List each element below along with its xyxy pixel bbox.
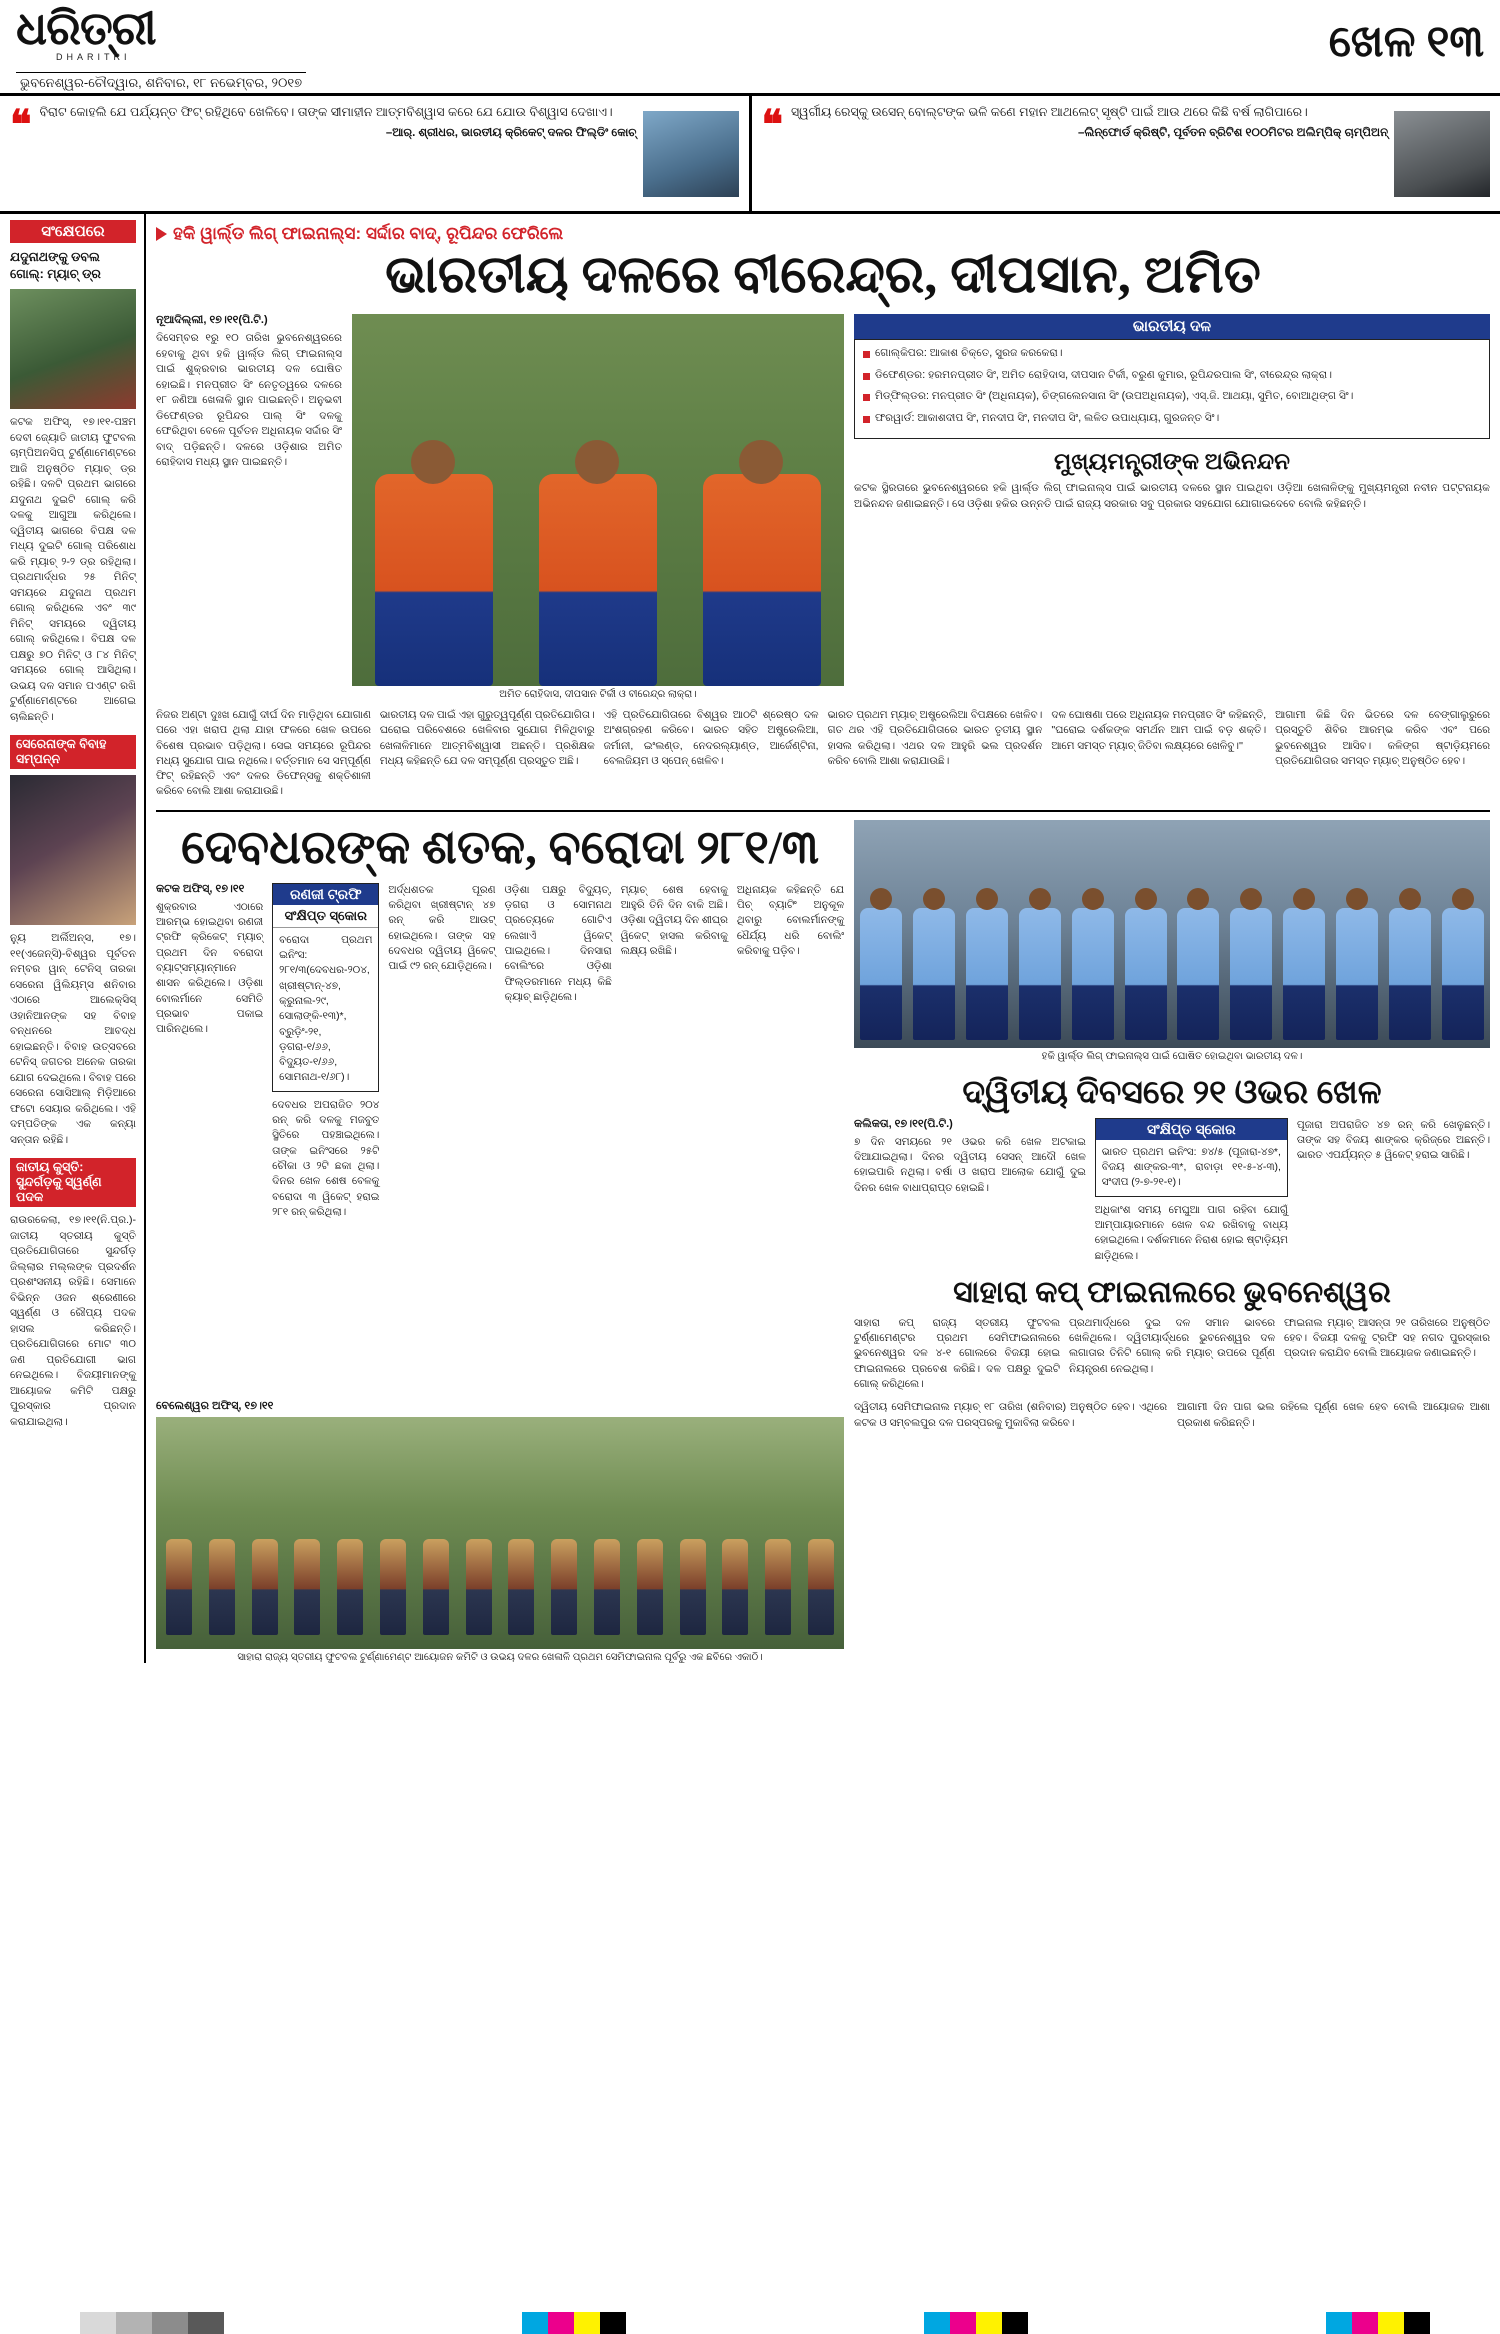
story-column: ଦଳ ଘୋଷଣା ପରେ ଅଧିନାୟକ ମନପ୍ରୀତ ସିଂ କହିଛନ୍ତି, ''ଘରୋଇ ଦର୍ଶକଙ୍କ ସମର୍ଥନ ଆମ ପାଇଁ ବଡ଼ ଶକ୍ତି। ଆମେ ସମସ୍ତ ମ୍ୟାଚ୍ ଜିତିବା ଲକ୍ଷ୍ୟରେ ଖେଳିବୁ।'' [1051,710,1267,752]
story-column: ଭାରତ ପ୍ରଥମ ମ୍ୟାଚ୍ ଅଷ୍ଟ୍ରେଲିଆ ବିପକ୍ଷରେ ଖେଳିବ। ଗତ ଥର ଏହି ପ୍ରତିଯୋଗିତାରେ ଭାରତ ତୃତୀୟ ସ୍ଥାନ ହାସଲ କରିଥିଲା। ଏଥର ଦଳ ଆହୁରି ଭଲ ପ୍ରଦର୍ଶନ କରିବ ବୋଲି ଆଶା କରାଯାଉଛି। [827,710,1043,767]
story-test-headline: ଦ୍ୱିତୀୟ ଦିବସରେ ୨୧ ଓଭର ଖେଳ [962,1074,1382,1111]
dateline: ଭୁବନେଶ୍ୱର-ଚୌଦ୍ୱାର, ଶନିବାର, ୧୮ ନଭେମ୍ବର, ୨୦୧୭ [16,72,306,94]
story-column: ପ୍ରଥମାର୍ଦ୍ଧରେ ଦୁଇ ଦଳ ସମାନ ଭାବରେ ଖେଳିଥିଲେ। ଦ୍ୱିତୀୟାର୍ଦ୍ଧରେ ଭୁବନେଶ୍ୱର ଦଳ ଲଗାତାର ତିନିଟି ଗୋଲ୍ କରି ମ୍ୟାଚ୍ ଉପରେ ପୂର୍ଣ୍ଣ ନିୟନ୍ତ୍ରଣ ନେଇଥିଲା। [1069,1317,1275,1375]
quote-strip [0,96,1500,214]
story-column: ଫାଇନାଲ ମ୍ୟାଚ୍ ଆସନ୍ତା ୨୧ ତାରିଖରେ ଅନୁଷ୍ଠିତ ହେବ। ବିଜୟୀ ଦଳକୁ ଟ୍ରଫି ସହ ନଗଦ ପୁରସ୍କାର ପ୍ରଦାନ କରାଯିବ ବୋଲି ଆୟୋଜକ ଜଣାଇଛନ୍ତି। [1284,1317,1490,1360]
story-column: ଅର୍ଦ୍ଧଶତକ ପୂରଣ କରିଥିବା ଖ୍ରୀଷ୍ଟାନ୍ ୪୭ ରନ୍ କରି ଆଉଟ୍ ହୋଇଥିଲେ। ତାଙ୍କ ସହ ଦେବଧର ଦ୍ୱିତୀୟ ୱିକେଟ୍ ପାଇଁ ୯୨ ରନ୍ ଯୋଡ଼ିଥିଲେ। [388,884,496,973]
squad-box [854,339,1490,439]
scorebox-title: ସଂକ୍ଷିପ୍ତ ସ୍କୋର [1096,1119,1287,1140]
sidebar-item-title[interactable]: ଜାତୀୟ କୁସ୍ତି: ସୁନ୍ଦର୍ଗଡ଼କୁ ସ୍ୱର୍ଣ୍ଣ ପଦକ [10,1158,136,1207]
story-column: ଆଗାମୀ କିଛି ଦିନ ଭିତରେ ଦଳ ବେଙ୍ଗାଲୁରୁରେ ପ୍ରସ୍ତୁତି ଶିବିର ଆରମ୍ଭ କରିବ ଏବଂ ପରେ ଭୁବନେଶ୍ୱର ଆସିବ। କଳିଙ୍ଗ ଷ୍ଟାଡ଼ିୟମରେ ପ୍ରତିଯୋଗିତାର ସମସ୍ତ ମ୍ୟାଚ୍ ଅନୁଷ୍ଠିତ ହେବ। [1275,710,1490,767]
page-title: ଭାରତୀୟ ଦଳରେ ବୀରେନ୍ଦ୍ର, ଦୀପସାନ, ଅମିତ [385,247,1261,304]
football-photo-caption: ସାହାରା ରାଜ୍ୟ ସ୍ତରୀୟ ଫୁଟବଲ ଟୁର୍ଣ୍ଣାମେଣ୍ଟ ଆୟୋଜନ କମିଟି ଓ ଉଭୟ ଦଳର ଖେଳାଳି ପ୍ରଥମ ସେମିଫାଇନାଲ ପୂର୍ବରୁ ଏକ ଛବିରେ ଏକାଠି। [237,1652,763,1664]
squad-line [863,411,1481,427]
sidebar [0,214,146,1663]
story-column: ଦ୍ୱିତୀୟ ସେମିଫାଇନାଲ ମ୍ୟାଚ୍ ୧୮ ତାରିଖ (ଶନିବାର) ଅନୁଷ୍ଠିତ ହେବ। ଏଥିରେ କଟକ ଓ ସମ୍ବଲପୁର ଦଳ ପରସ୍ପରକୁ ମୁକାବିଲା କରିବେ। [854,1402,1167,1429]
sidebar-item-title[interactable]: ସେରେନାଙ୍କ ବିବାହ ସମ୍ପନ୍ନ [10,735,136,769]
square-bullet-icon [863,351,870,358]
story-column: ଓଡ଼ିଶା ପକ୍ଷରୁ ବିଦ୍ୟୁତ୍, ଡ଼ଗରା ଓ ସୋମନାଥ ପ୍ରତ୍ୟେକେ ଗୋଟିଏ ଲେଖାଏଁ ୱିକେଟ୍ ପାଇଥିଲେ। ଦିନସାରା ବୋଲିଂରେ ଓଡ଼ିଶା ଫିଲ୍ଡରମାନେ ମଧ୍ୟ କିଛି କ୍ୟାଚ୍ ଛାଡ଼ିଥିଲେ। [504,884,612,1003]
squad-line-text: ମିଡ୍‌ଫିଲ୍ଡର: ମନପ୍ରୀତ ସିଂ (ଅଧିନାୟକ), ଚିଙ୍ଗଲେନସାନା ସିଂ (ଉପଅଧିନାୟକ), ଏସ୍.ଜି. ଆଥୟା, ସୁମିତ, ବୋଆଥିଙ୍ଗ ସିଂ। [875,390,1354,402]
cm-subhead: ମୁଖ୍ୟମନ୍ତ୍ରୀଙ୍କ ଅଭିନନ୍ଦନ [1054,449,1290,474]
story-sahara-columns [854,1316,1490,1392]
squad-line-text: ଡିଫେଣ୍ଡର: ହରମନପ୍ରୀତ ସିଂ, ଅମିତ ରୋହିଦାସ, ଦୀପସାନ ଟିର୍କୀ, ବରୁଣ କୁମାର, ରୂପିନ୍ଦରପାଲ ସିଂ, ବୀରେନ୍ଦ୍ର ଲାକ୍ରା। [875,368,1332,381]
squad-line-text: ଗୋଲ୍‌କିପର: ଆକାଶ ଚିକ୍‌ତେ, ସୁରଜ କରକେରା। [875,347,1063,359]
test-scorebox [1095,1118,1288,1197]
scorebox-title: ରଣଜୀ ଟ୍ରଫି [273,884,378,905]
lead-column [156,314,342,700]
byline: ବେଲେଶ୍ୱର ଅଫିସ୍, ୧୭।୧୧ [156,1400,274,1413]
squad-header: ଭାରତୀୟ ଦଳ [854,314,1490,339]
story-column: ଦେବଧର ଅପରାଜିତ ୨୦୪ ରନ୍ କରି ଦଳକୁ ମଜବୁତ ସ୍ଥିତିରେ ପହଞ୍ଚାଇଥିଲେ। ତାଙ୍କ ଇନିଂସରେ ୨୫ଟି ଚୌକା ଓ ୨ଟି ଛକା ଥିଲା। ଦିନର ଖେଳ ଶେଷ ବେଳକୁ ବରୋଦା ୩ ୱିକେଟ୍ ହରାଇ ୨୮୧ ରନ୍ କରିଥିଲା। [272,1099,380,1218]
story-baroda-headline: ଦେବଧରଙ୍କ ଶତକ, ବରୋଦା ୨୮୧/୩ [181,821,819,874]
quote-2-attribution: –ଲିନ୍ଫୋର୍ଡ କ୍ରିଷ୍ଟି, ପୂର୍ବତନ ବ୍ରିଟିଶ ୧୦୦ମିଟର ଅଲିମ୍ପିକ୍ ଚାମ୍ପିଅନ୍ [1077,127,1388,139]
quote-1-portrait [643,104,739,203]
quote-2-text: ସ୍ୱର୍ଗୀୟ ରେସ୍କୁ ଉସେନ୍ ବୋଲ୍ଟଙ୍କ ଭଳି କଣେ ମହାନ ଆଥଲେଟ୍ ସୃଷ୍ଟି ପାଇଁ ଆଉ ଥରେ କିଛି ବର୍ଷ ଲାଗିପାରେ। [791,105,1308,119]
sidebar-photo-1 [10,289,136,409]
divider [156,810,1490,812]
triangle-bullet-icon [156,227,167,241]
squad-rail [854,314,1490,700]
sidebar-item-title[interactable]: ଯଦୁନାଥଙ୍କୁ ଡବଲ ଗୋଲ୍: ମ୍ୟାଚ୍ ଡ୍ର [10,250,101,281]
section-title: ଖେଳ ୧୩ [1328,17,1484,66]
masthead [0,0,1500,96]
logo-text: ଧରିତ୍ରୀ [16,3,156,54]
quote-1-text: ବିରାଟ କୋହଲି ଯେ ପର୍ଯ୍ୟନ୍ତ ଫିଟ୍ ରହିଥିବେ ଖେଳିବେ। ତାଙ୍କ ସୀମାହୀନ ଆତ୍ମବିଶ୍ୱାସ କରେ ଯେ ଯୋଉ ବିଶ୍ୱାସ ଦେଖାଏ। [39,105,613,119]
quote-2 [752,96,1500,211]
story-test-columns [854,1118,1490,1264]
color-registration-bar [0,2312,1500,2334]
story-column: ଅଧିକାଂଶ ସମୟ ମେଘୁଆ ପାଗ ରହିବା ଯୋଗୁଁ ଆମ୍ପାୟାରମାନେ ଖେଳ ବନ୍ଦ ରଖିବାକୁ ବାଧ୍ୟ ହୋଇଥିଲେ। ଦର୍ଶକମାନେ ନିରାଶ ହୋଇ ଷ୍ଟାଡ଼ିୟମ ଛାଡ଼ିଥିଲେ। [1094,1204,1288,1262]
logo-block [16,3,306,94]
logo-subtitle: DHARITRI [56,52,131,62]
story-column: ଭାରତୀୟ ଦଳ ପାଇଁ ଏହା ଗୁରୁତ୍ୱପୂର୍ଣ୍ଣ ପ୍ରତିଯୋଗିତା। ଘରୋଇ ପରିବେଶରେ ଖେଳିବାର ସୁଯୋଗ ମିଳିଥିବାରୁ ଖେଳାଳିମାନେ ଆତ୍ମବିଶ୍ୱାସୀ ଅଛନ୍ତି। ପ୍ରଶିକ୍ଷକ ମଧ୍ୟ କହିଛନ୍ତି ଯେ ଦଳ ସମ୍ପୂର୍ଣ୍ଣ ପ୍ରସ୍ତୁତ ଅଛି। [379,710,595,767]
main-column [146,214,1500,1663]
square-bullet-icon [863,416,870,423]
lead-text: ଦିସେମ୍ବର ୧ରୁ ୧୦ ତାରିଖ ଭୁବନେଶ୍ୱରରେ ହେବାକୁ ଥିବା ହକି ୱାର୍ଲ୍ଡ ଲିଗ୍ ଫାଇନାଲ୍ସ ପାଇଁ ଶୁକ୍ରବାର ଭାରତୀୟ ଦଳ ଘୋଷିତ ହୋଇଛି। ମନପ୍ରୀତ ସିଂ ନେତୃତ୍ୱରେ ଦଳରେ ୧୮ ଜଣିଆ ଖେଳାଳି ସ୍ଥାନ ପାଇଛନ୍ତି। ଅନୁଭବୀ ଡିଫେଣ୍ଡର ରୂପିନ୍ଦର ପାଲ୍ ସିଂ ଦଳକୁ ଫେରିଥିବା ବେଳେ ପୂର୍ବତନ ଅଧିନାୟକ ସର୍ଦ୍ଦାର ସିଂ ବାଦ୍ ପଡ଼ିଛନ୍ତି। ଦଳରେ ଓଡ଼ିଶାର ଅମିତ ରୋହିଦାସ ମଧ୍ୟ ସ୍ଥାନ ପାଇଛନ୍ତି। [156,332,342,468]
byline: କଲିକତା, ୧୭।୧୧(ପି.ଟି.) [854,1117,953,1130]
sidebar-header: ସଂକ୍ଷେପରେ [10,220,136,243]
scorebox-body: ବରୋଦା ପ୍ରଥମ ଇନିଂସ: ୨୮୧/୩(ଦେବଧର-୨୦୪, ଖ୍ରୀଷ୍ଟାନ୍-୪୭, କ୍ରୁନାଲ-୨୯, ସୋଲାଙ୍କି-୧୩)*, ବ୍ରୁଡ଼ିଂ-୨୧, ଡ଼ଗରା-୧/୬୬, ବିଦ୍ୟୁତ-୧/୬୬, ସୋମନାଥ-୧/୬୮)। [279,934,373,1084]
ranji-scorebox [272,883,379,1092]
scorebox-body: ଭାରତ ପ୍ରଥମ ଇନିଂସ: ୭୪/୫ (ପୂଜାରା-୪୭*, ବିଜୟ ଶାଙ୍କର-୩*, ରାବାଡ଼ା ୧୧-୫-୪-୩), ସଂଦୀପ (୨-୭-୨୧-୧)। [1101,1146,1281,1189]
team-photo-block [854,820,1490,1393]
story-baroda-columns [156,883,844,1220]
bottom-row [156,1400,1490,1663]
secondary-stories [156,820,1490,1393]
squad-line [863,346,1481,362]
quote-2-portrait [1394,104,1490,203]
story-column: ଶୁକ୍ରବାର ଏଠାରେ ଆରମ୍ଭ ହୋଇଥିବା ରଣଜୀ ଟ୍ରଫି କ୍ରିକେଟ୍ ମ୍ୟାଚ୍ ପ୍ରଥମ ଦିନ ବରୋଦା ବ୍ୟାଟ୍ସମ୍ୟାନ୍ମାନେ ଶାସନ କରିଥିଲେ। ଓଡ଼ିଶା ବୋଲର୍ମାନେ ସେମିତି ପ୍ରଭାବ ପକାଇ ପାରିନଥିଲେ। [156,901,264,1036]
byline: କଟକ ଅଫିସ୍, ୧୭।୧୧ [156,882,245,895]
story-column: ଅଧିନାୟକ କହିଛନ୍ତି ଯେ ପିଚ୍ ବ୍ୟାଟିଂ ଅନୁକୂଳ ଥିବାରୁ ବୋଲର୍ମାନଙ୍କୁ ଧୈର୍ଯ୍ୟ ଧରି ବୋଲିଂ କରିବାକୁ ପଡ଼ିବ। [736,884,845,957]
square-bullet-icon [863,373,870,380]
quote-1-attribution: –ଆର୍. ଶ୍ରୀଧର, ଭାରତୀୟ କ୍ରିକେଟ୍ ଦଳର ଫିଲ୍ଡିଂ କୋଚ୍ [385,127,637,139]
kicker-text: ହକି ୱାର୍ଲ୍ଡ ଲିଗ୍ ଫାଇନାଲ୍ସ: ସର୍ଦ୍ଦାର ବାଦ୍, ରୂପିନ୍ଦର ଫେରିଲେ [173,224,564,243]
story-baroda [156,820,844,1393]
sidebar-item-text: କଟକ ଅଫିସ୍, ୧୭।୧୧-ପଞ୍ଚମ ଦେବୀ ଜ୍ୟୋତି ଜାତୀୟ ଫୁଟବଲ ଚାମ୍ପିଅନସିପ୍ ଟୁର୍ଣ୍ଣାମେଣ୍ଟରେ ଆଜି ଅନୁଷ୍ଠିତ ମ୍ୟାଚ୍ ଡ୍ର ରହିଛି। ଦଳଟି ପ୍ରଥମ ଭାଗରେ ଯଦୁନାଥ ଦୁଇଟି ଗୋଲ୍ କରି ଦଳକୁ ଆଗୁଆ କରିଥିଲେ। ଦ୍ୱିତୀୟ ଭାଗରେ ବିପକ୍ଷ ଦଳ ମଧ୍ୟ ଦୁଇଟି ଗୋଲ୍ ପରିଶୋଧ କରି ମ୍ୟାଚ୍ ୨-୨ ଡ୍ର ରହିଥିଲା। ପ୍ରଥମାର୍ଦ୍ଧର ୨୫ ମିନିଟ୍ ସମୟରେ ଯଦୁନାଥ ପ୍ରଥମ ଗୋଲ୍ କରିଥିଲେ ଏବଂ ୩୯ ମିନିଟ୍ ସମୟରେ ଦ୍ୱିତୀୟ ଗୋଲ୍ କରିଥିଲେ। ବିପକ୍ଷ ଦଳ ପକ୍ଷରୁ ୭୦ ମିନିଟ୍ ଓ ୮୪ ମିନିଟ୍ ସମୟରେ ଗୋଲ୍ ଆସିଥିଲା। ଉଭୟ ଦଳ ସମାନ ପଏଣ୍ଟ ରଖି ଟୁର୍ଣ୍ଣାମେଣ୍ଟରେ ଆଗେଇ ଚାଲିଛନ୍ତି। [10,416,136,723]
sidebar-item-text: ନ୍ୟୁ ଅର୍ଲିଅନ୍ସ, ୧୭।୧୧(ଏଜେନ୍ସି)-ବିଶ୍ୱର ପୂର୍ବତନ ନମ୍ବର ୱାନ୍ ଟେନିସ୍ ତାରକା ସେରେନା ୱିଲିୟମ୍ସ ଶନିବାର ଏଠାରେ ଆଲେକ୍ସିସ୍ ଓହାନିଆନଙ୍କ ସହ ବିବାହ ବନ୍ଧନରେ ଆବଦ୍ଧ ହୋଇଛନ୍ତି। ବିବାହ ଉତ୍ସବରେ ଟେନିସ୍ ଜଗତର ଅନେକ ତାରକା ଯୋଗ ଦେଇଥିଲେ। ବିବାହ ପରେ ସେରେନା ସୋସିଆଲ୍ ମିଡ଼ିଆରେ ଫଟୋ ସେୟାର କରିଥିଲେ। ଏହି ଦମ୍ପତିଙ୍କ ଏକ କନ୍ୟା ସନ୍ତାନ ରହିଛି। [10,932,136,1146]
story-column: ସାହାରା କପ୍ ରାଜ୍ୟ ସ୍ତରୀୟ ଫୁଟବଲ ଟୁର୍ଣ୍ଣାମେଣ୍ଟର ପ୍ରଥମ ସେମିଫାଇନାଲରେ ଭୁବନେଶ୍ୱର ଦଳ ୪-୧ ଗୋଲରେ ବିଜୟୀ ହୋଇ ଫାଇନାଲରେ ପ୍ରବେଶ କରିଛି। ଦଳ ପକ୍ଷରୁ ଦୁଇଟି ଗୋଲ୍ କରିଥିଲେ। [854,1317,1060,1391]
football-team-photo [156,1417,844,1649]
photo-image [352,314,844,686]
story-sahara-headline: ସାହାରା କପ୍ ଫାଇନାଲରେ ଭୁବନେଶ୍ୱର [953,1275,1391,1309]
story-column: ଏହି ପ୍ରତିଯୋଗିତାରେ ବିଶ୍ୱର ଆଠଟି ଶ୍ରେଷ୍ଠ ଦଳ ଅଂଶଗ୍ରହଣ କରିବେ। ଭାରତ ସହିତ ଅଷ୍ଟ୍ରେଲିଆ, ଜର୍ମାନୀ, ଇଂଲଣ୍ଡ, ନେଦରଲ୍ୟାଣ୍ଡ, ଆର୍ଜେଣ୍ଟିନା, ବେଲଜିୟମ ଓ ସ୍ପେନ୍ ଖେଳିବ। [603,710,819,767]
photo-caption: ଅମିତ ରୋହିଦାସ, ଦୀପସାନ ଟିର୍କୀ ଓ ବୀରେନ୍ଦ୍ର ଲାକ୍ରା। [499,689,697,700]
quote-mark-icon: ❝ [761,102,784,147]
squad-line [863,368,1481,384]
square-bullet-icon [863,394,870,401]
story-column: ମ୍ୟାଚ୍ ଶେଷ ହେବାକୁ ଆହୁରି ତିନି ଦିନ ବାକି ଅଛି। ଓଡ଼ିଶା ଦ୍ୱିତୀୟ ଦିନ ଶୀଘ୍ର ୱିକେଟ୍ ହାସଲ କରିବାକୁ ଲକ୍ଷ୍ୟ ରଖିଛି। [620,884,728,957]
quote-1 [0,96,749,211]
page-content [0,214,1500,1663]
byline: ନୂଆଦିଲ୍ଲୀ, ୧୭।୧୧(ପି.ଟି.) [156,314,268,326]
story-column: ଆଗାମୀ ଦିନ ପାଗ ଭଲ ରହିଲେ ପୂର୍ଣ୍ଣ ଖେଳ ହେବ ବୋଲି ଆୟୋଜକ ଆଶା ପ୍ରକାଶ କରିଛନ୍ତି। [1177,1402,1490,1429]
team-photo-caption: ହକି ୱାର୍ଲ୍ଡ ଲିଗ୍ ଫାଇନାଲ୍ସ ପାଇଁ ଘୋଷିତ ହୋଇଥିବା ଭାରତୀୟ ଦଳ। [1041,1050,1303,1062]
kicker [156,224,1490,244]
squad-line [863,389,1481,405]
sidebar-item-text: ରାଉରକେଲା, ୧୭।୧୧(ନି.ପ୍ର.)-ଜାତୀୟ ସ୍ତରୀୟ କୁସ୍ତି ପ୍ରତିଯୋଗିତାରେ ସୁନ୍ଦର୍ଗଡ଼ ଜିଲ୍ଲାର ମଲ୍ଲଙ୍କ ପ୍ରଦର୍ଶନ ପ୍ରଶଂସନୀୟ ରହିଛି। ସେମାନେ ବିଭିନ୍ନ ଓଜନ ଶ୍ରେଣୀରେ ସ୍ୱର୍ଣ୍ଣ ଓ ରୌପ୍ୟ ପଦକ ହାସଲ କରିଛନ୍ତି। ପ୍ରତିଯୋଗିତାରେ ମୋଟ ୩୦ ଜଣ ପ୍ରତିଯୋଗୀ ଭାଗ ନେଇଥିଲେ। ବିଜୟୀମାନଙ୍କୁ ଆୟୋଜକ କମିଟି ପକ୍ଷରୁ ପୁରସ୍କାର ପ୍ରଦାନ କରାଯାଇଥିଲା। [10,1214,136,1428]
story-column: ନିଜର ଅଣ୍ଟା ଦୁଃଖ ଯୋଗୁଁ ଦୀର୍ଘ ଦିନ ମାଡ଼ିଥିବା ଯୋଗାଣ ପରେ ଏହା ଖରାପ ଥିଲା ଯାହା ଫଳରେ ଖେଳ ଉପରେ ବିଶେଷ ପ୍ରଭାବ ପଡ଼ିଥିଲା। ସେଇ ସମୟରେ ରୂପିନ୍ଦର ମଧ୍ୟ ସୁଯୋଗ ପାଇ ନଥିଲେ। ବର୍ତ୍ତମାନ ସେ ସମ୍ପୂର୍ଣ୍ଣ ଫିଟ୍ ରହିଛନ୍ତି ଏବଂ ଦଳର ଡିଫେନ୍ସକୁ ଶକ୍ତିଶାଳୀ କରିବେ ବୋଲି ଆଶା କରାଯାଉଛି। [156,710,371,798]
squad-line-text: ଫରୱାର୍ଡ: ଆକାଶଦୀପ ସିଂ, ମନଦୀପ ସିଂ, ମନଦୀପ ସିଂ, ଲଳିତ ଉପାଧ୍ୟାୟ, ଗୁରଜନ୍ତ ସିଂ। [875,411,1220,424]
main-photo [352,314,844,700]
main-story-columns [156,708,1490,800]
quote-mark-icon: ❝ [10,102,32,147]
team-photo [854,820,1490,1048]
story-column: ପୂଜାରା ଅପରାଜିତ ୪୭ ରନ୍ କରି ଖେଳୁଛନ୍ତି। ତାଙ୍କ ସହ ବିଜୟ ଶାଙ୍କର କ୍ରିଜ୍‌ରେ ଅଛନ୍ତି। ଭାରତ ଏପର୍ଯ୍ୟନ୍ତ ୫ ୱିକେଟ୍ ହରାଇ ସାରିଛି। [1296,1119,1490,1162]
cm-text: କଟକ ସ୍ଥିରତାରେ ଭୁବନେଶ୍ୱରରେ ହକି ୱାର୍ଲ୍ଡ ଲିଗ୍ ଫାଇନାଲ୍ସ ପାଇଁ ଭାରତୀୟ ଦଳରେ ସ୍ଥାନ ପାଇଥିବା ଓଡ଼ିଆ ଖେଳାଳିଙ୍କୁ ମୁଖ୍ୟମନ୍ତ୍ରୀ ନବୀନ ପଟ୍ଟନାୟକ ଅଭିନନ୍ଦନ ଜଣାଇଛନ୍ତି। ସେ ଓଡ଼ିଶା ହକିର ଉନ୍ନତି ପାଇଁ ରାଜ୍ୟ ସରକାର ସବୁ ପ୍ରକାର ସହଯୋଗ ଯୋଗାଇଦେବେ ବୋଲି କହିଛନ୍ତି। [854,482,1490,510]
scorebox-subtitle: ସଂକ୍ଷିପ୍ତ ସ୍କୋର [273,905,378,928]
sidebar-photo-2 [10,775,136,925]
story-column: ୭ ଦିନ ସମୟରେ ୨୧ ଓଭର କରି ଖେଳ ଅଟକାଇ ଦିଆଯାଇଥିଲା। ଦିନର ଦ୍ୱିତୀୟ ସେସନ୍ ଆଦୌ ଖେଳ ହୋଇପାରି ନଥିଲା। ବର୍ଷା ଓ ଖରାପ ଆଲୋକ ଯୋଗୁଁ ଦୁଇ ଦିନର ଖେଳ ବାଧାପ୍ରାପ୍ତ ହୋଇଛି। [854,1136,1086,1194]
lead-row [156,314,1490,700]
